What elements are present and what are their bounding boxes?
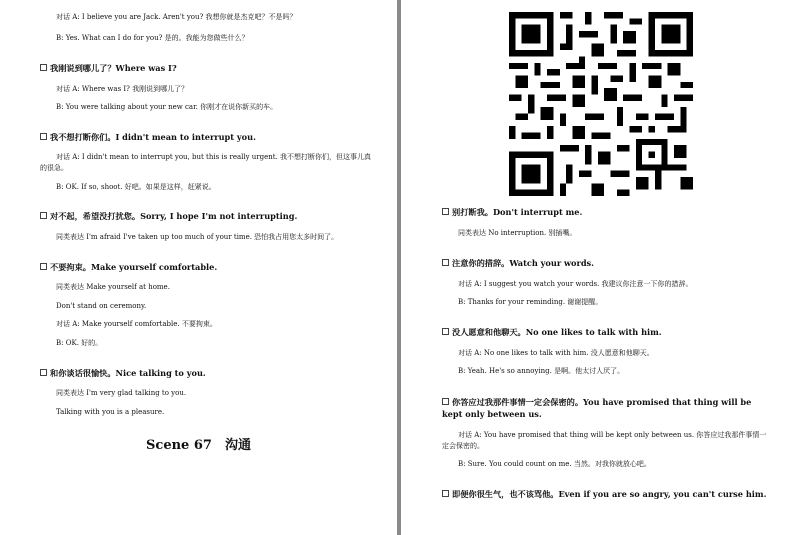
qr-code-icon [509, 12, 693, 196]
dialog-line: 对话 A: Where was I? 我刚说到哪儿了？ [56, 85, 189, 93]
checkbox-icon [442, 490, 449, 497]
checkbox-icon [442, 259, 449, 266]
phrase-heading: 我不想打断你们。I didn't mean to interrupt you. [40, 131, 256, 143]
page-divider [397, 0, 401, 535]
dialog-line: B: Thanks for your reminding. 谢谢提醒。 [458, 298, 603, 306]
checkbox-icon [40, 263, 47, 270]
phrase-heading: 不要拘束。Make yourself comfortable. [40, 261, 217, 273]
dialog-line: B: You were talking about your new car. 你刚才在说你新买的车。 [56, 103, 278, 111]
expression-line: 同类表达 I'm afraid I've taken up too much of your time. 恐怕我占用您太多时间了。 [56, 233, 339, 241]
dialog-line: B: Yes. What can I do for you? 是的。我能为您做些什么？ [56, 34, 249, 42]
dialog-line: 对话 A: I suggest you watch your words. 我建议你注意一下你的措辞。 [458, 280, 693, 288]
checkbox-icon [40, 133, 47, 140]
dialog-line: B: Sure. You could count on me. 当然。对我你就放心吧。 [458, 460, 651, 468]
phrase-heading: 没人愿意和他聊天。No one likes to talk with him. [442, 326, 662, 338]
dialog-line: B: OK. If so, shoot. 好吧。如果是这样，赶紧说。 [56, 183, 216, 191]
phrase-heading: 别打断我。Don't interrupt me. [442, 206, 582, 218]
phrase-heading: 对不起，希望没打扰您。Sorry, I hope I'm not interrupting. [40, 210, 297, 222]
checkbox-icon [442, 208, 449, 215]
checkbox-icon [442, 398, 449, 405]
dialog-line: B: Yeah. He's so annoying. 是啊。他太讨人厌了。 [458, 367, 625, 375]
dialog-line: 对话 A: You have promised that thing will be kept only between us. 你答应过我那件事情一定会保密的。 [442, 431, 767, 450]
checkbox-icon [40, 212, 47, 219]
expression-line: Talking with you is a pleasure. [56, 408, 165, 416]
dialog-line: B: OK. 好的。 [56, 339, 103, 347]
dialog-line: 对话 A: I didn't mean to interrupt you, but this is really urgent. 我不想打断你们，但这事儿真的很急。 [40, 153, 372, 172]
phrase-heading: 我刚说到哪儿了？Where was I? [40, 62, 177, 74]
checkbox-icon [442, 328, 449, 335]
phrase-heading: 注意你的措辞。Watch your words. [442, 257, 594, 269]
dialog-line: 对话 A: Make yourself comfortable. 不要拘束。 [56, 320, 217, 328]
expression-line: 同类表达 No interruption. 别插嘴。 [458, 229, 577, 237]
dialog-line: 对话 A: I believe you are Jack. Aren't you? 我想你就是杰克吧？不是吗？ [56, 13, 297, 21]
checkbox-icon [40, 369, 47, 376]
expression-line: 同类表达 I'm very glad talking to you. [56, 389, 187, 397]
phrase-heading: 和你谈话很愉快。Nice talking to you. [40, 367, 206, 379]
scene-title: Scene 67 沟通 [146, 438, 251, 453]
phrase-heading: 即便你很生气，也不该骂他。Even if you are so angry, you can't curse him. [442, 488, 772, 500]
expression-line: Don't stand on ceremony. [56, 302, 147, 310]
expression-line: 同类表达 Make yourself at home. [56, 283, 170, 291]
checkbox-icon [40, 64, 47, 71]
dialog-line: 对话 A: No one likes to talk with him. 没人愿意和他聊天。 [458, 349, 654, 357]
phrase-heading: 你答应过我那件事情一定会保密的。You have promised that thing will be kept only between us. [442, 397, 752, 419]
